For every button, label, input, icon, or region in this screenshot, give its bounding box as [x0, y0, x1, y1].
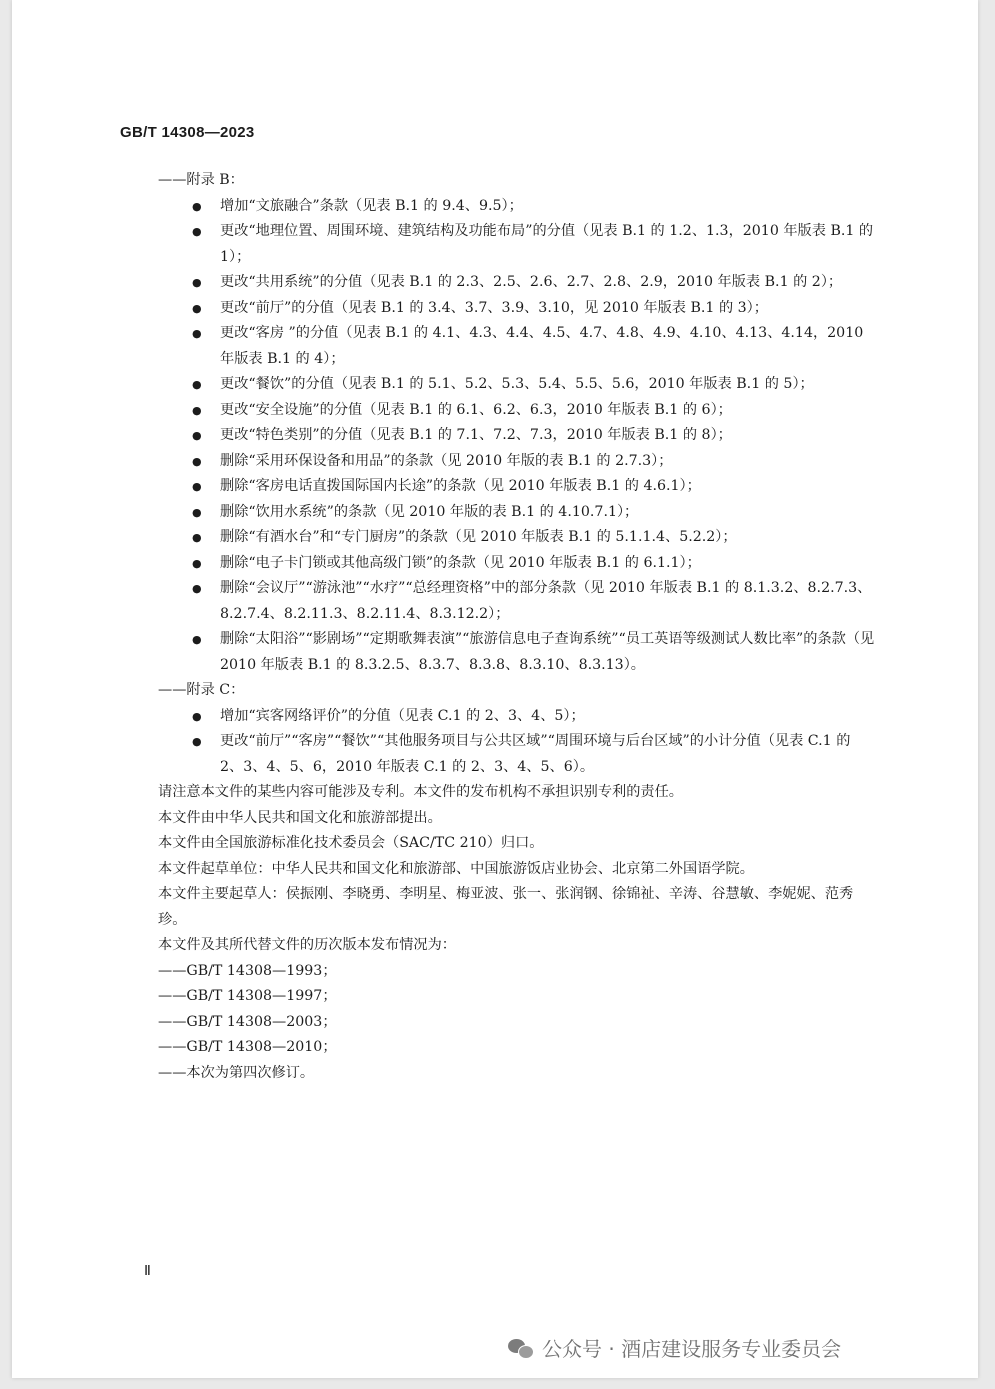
- appendix-b-title: ——附录 B：: [158, 172, 244, 188]
- bullet-icon: ●: [192, 531, 202, 544]
- page-content: [158, 168, 878, 1086]
- list-item: ● 删除“客房电话直拨国际国内长途”的条款（见 2010 年版表 B.1 的 4.6.1）；: [158, 474, 878, 500]
- bullet-icon: ●: [192, 735, 202, 748]
- bullet-icon: ●: [192, 480, 202, 493]
- bullet-icon: ●: [192, 454, 202, 468]
- committee-paragraph: 本文件由全国旅游标准化技术委员会（SAC/TC 210）归口。: [158, 835, 544, 851]
- list-item: ● 更改“共用系统”的分值（见表 B.1 的 2.3、2.5、2.6、2.7、2.8、2.9，2010 年版表 B.1 的 2）；: [158, 270, 878, 296]
- bullet-icon: ●: [192, 505, 202, 519]
- bullet-icon: ●: [192, 276, 202, 289]
- list-item: ● 更改“餐饮”的分值（见表 B.1 的 5.1、5.2、5.3、5.4、5.5、5.6，2010 年版表 B.1 的 5）；: [158, 372, 878, 398]
- bullet-icon: ●: [192, 403, 202, 417]
- bullet-icon: ●: [192, 582, 202, 595]
- history-item: ——GB/T 14308—1993；: [158, 962, 337, 979]
- appendix-b-list: [158, 194, 878, 679]
- bullet-icon: ●: [192, 709, 202, 723]
- history-item: ——GB/T 14308—1997；: [158, 988, 337, 1004]
- appendix-c-list: [158, 704, 878, 781]
- list-item: ● 更改“前厅”“客房”“餐饮”“其他服务项目与公共区域”“周围环境与后台区域”的小计分值（见表 C.1 的 2、3、4、5、6，2010 年版表 C.1 的 2、3、4、5、6）。: [158, 729, 878, 780]
- watermark-text: 公众号 · 酒店建设服务专业委员会: [542, 1337, 842, 1361]
- bullet-icon: ●: [192, 378, 202, 391]
- list-item: ● 增加“文旅融合”条款（见表 B.1 的 9.4、9.5）；: [158, 194, 878, 220]
- list-item: ● 增加“宾客网络评价”的分值（见表 C.1 的 2、3、4、5）；: [158, 704, 878, 730]
- list-item: ● 更改“客房 ”的分值（见表 B.1 的 4.1、4.3、4.4、4.5、4.7、4.8、4.9、4.10、4.13、4.14，2010 年版表 B.1 的 4）；: [158, 321, 878, 372]
- list-item: ● 更改“地理位置、周围环境、建筑结构及功能布局”的分值（见表 B.1 的 1.2、1.3，2010 年版表 B.1 的 1）；: [158, 219, 878, 270]
- list-item: ● 删除“有酒水台”和“专门厨房”的条款（见 2010 年版表 B.1 的 5.1.1.4、5.2.2）；: [158, 525, 878, 551]
- history-intro: 本文件及其所代替文件的历次版本发布情况为：: [158, 937, 456, 953]
- list-item: ● 删除“会议厅”“游泳池”“水疗”“总经理资格”中的部分条款（见 2010 年版表 B.1 的 8.1.3.2、8.2.7.3、8.2.7.4、8.2.11.3、8.2.11.4、8.3.12.2）；: [158, 576, 878, 627]
- page-number: Ⅱ: [144, 1264, 151, 1279]
- list-item: ● 删除“采用环保设备和用品”的条款（见 2010 年版的表 B.1 的 2.7.3）；: [158, 449, 878, 475]
- list-item: ● 删除“电子卡门锁或其他高级门锁”的条款（见 2010 年版表 B.1 的 6.1.1）；: [158, 551, 878, 577]
- watermark: [508, 1333, 841, 1362]
- list-item: ● 删除“太阳浴”“影剧场”“定期歌舞表演”“旅游信息电子查询系统”“员工英语等级测试人数比率”的条款（见 2010 年版表 B.1 的 8.3.2.5、8.3.7、8.3.8、8.3.10、8.3.13）。: [158, 627, 878, 678]
- proposer-paragraph: 本文件由中华人民共和国文化和旅游部提出。: [158, 809, 442, 826]
- history-item: ——本次为第四次修订。: [158, 1064, 315, 1081]
- bullet-icon: ●: [192, 301, 202, 315]
- bullet-icon: ●: [192, 556, 202, 570]
- list-item: ● 更改“特色类别”的分值（见表 B.1 的 7.1、7.2、7.3，2010 年版表 B.1 的 8）；: [158, 423, 878, 449]
- document-page: [12, 0, 978, 1378]
- bullet-icon: ●: [192, 327, 202, 340]
- patent-notice: 请注意本文件的某些内容可能涉及专利。本文件的发布机构不承担识别专利的责任。: [158, 784, 683, 800]
- history-item: ——GB/T 14308—2003；: [158, 1013, 337, 1030]
- list-item: ● 更改“安全设施”的分值（见表 B.1 的 6.1、6.2、6.3，2010 年版表 B.1 的 6）；: [158, 398, 878, 424]
- drafters-paragraph: 本文件主要起草人：侯振刚、李晓勇、李明星、梅亚波、张一、张润钢、徐锦祉、辛涛、谷慧敏、李妮妮、范秀珍。: [158, 886, 854, 928]
- history-item: ——GB/T 14308—2010；: [158, 1039, 337, 1055]
- appendix-c-title: ——附录 C：: [158, 682, 245, 698]
- bullet-icon: ●: [192, 633, 202, 646]
- list-item: ● 更改“前厅”的分值（见表 B.1 的 3.4、3.7、3.9、3.10，见 2010 年版表 B.1 的 3）；: [158, 296, 878, 322]
- bullet-icon: ●: [192, 199, 202, 213]
- bullet-icon: ●: [192, 429, 202, 442]
- standard-code: GB/T 14308—2023: [120, 124, 255, 141]
- drafting-units-paragraph: 本文件起草单位：中华人民共和国文化和旅游部、中国旅游饭店业协会、北京第二外国语学院。: [158, 860, 754, 877]
- bullet-icon: ●: [192, 225, 202, 238]
- list-item: ● 删除“饮用水系统”的条款（见 2010 年版的表 B.1 的 4.10.7.1）；: [158, 500, 878, 526]
- wechat-icon: [508, 1337, 534, 1359]
